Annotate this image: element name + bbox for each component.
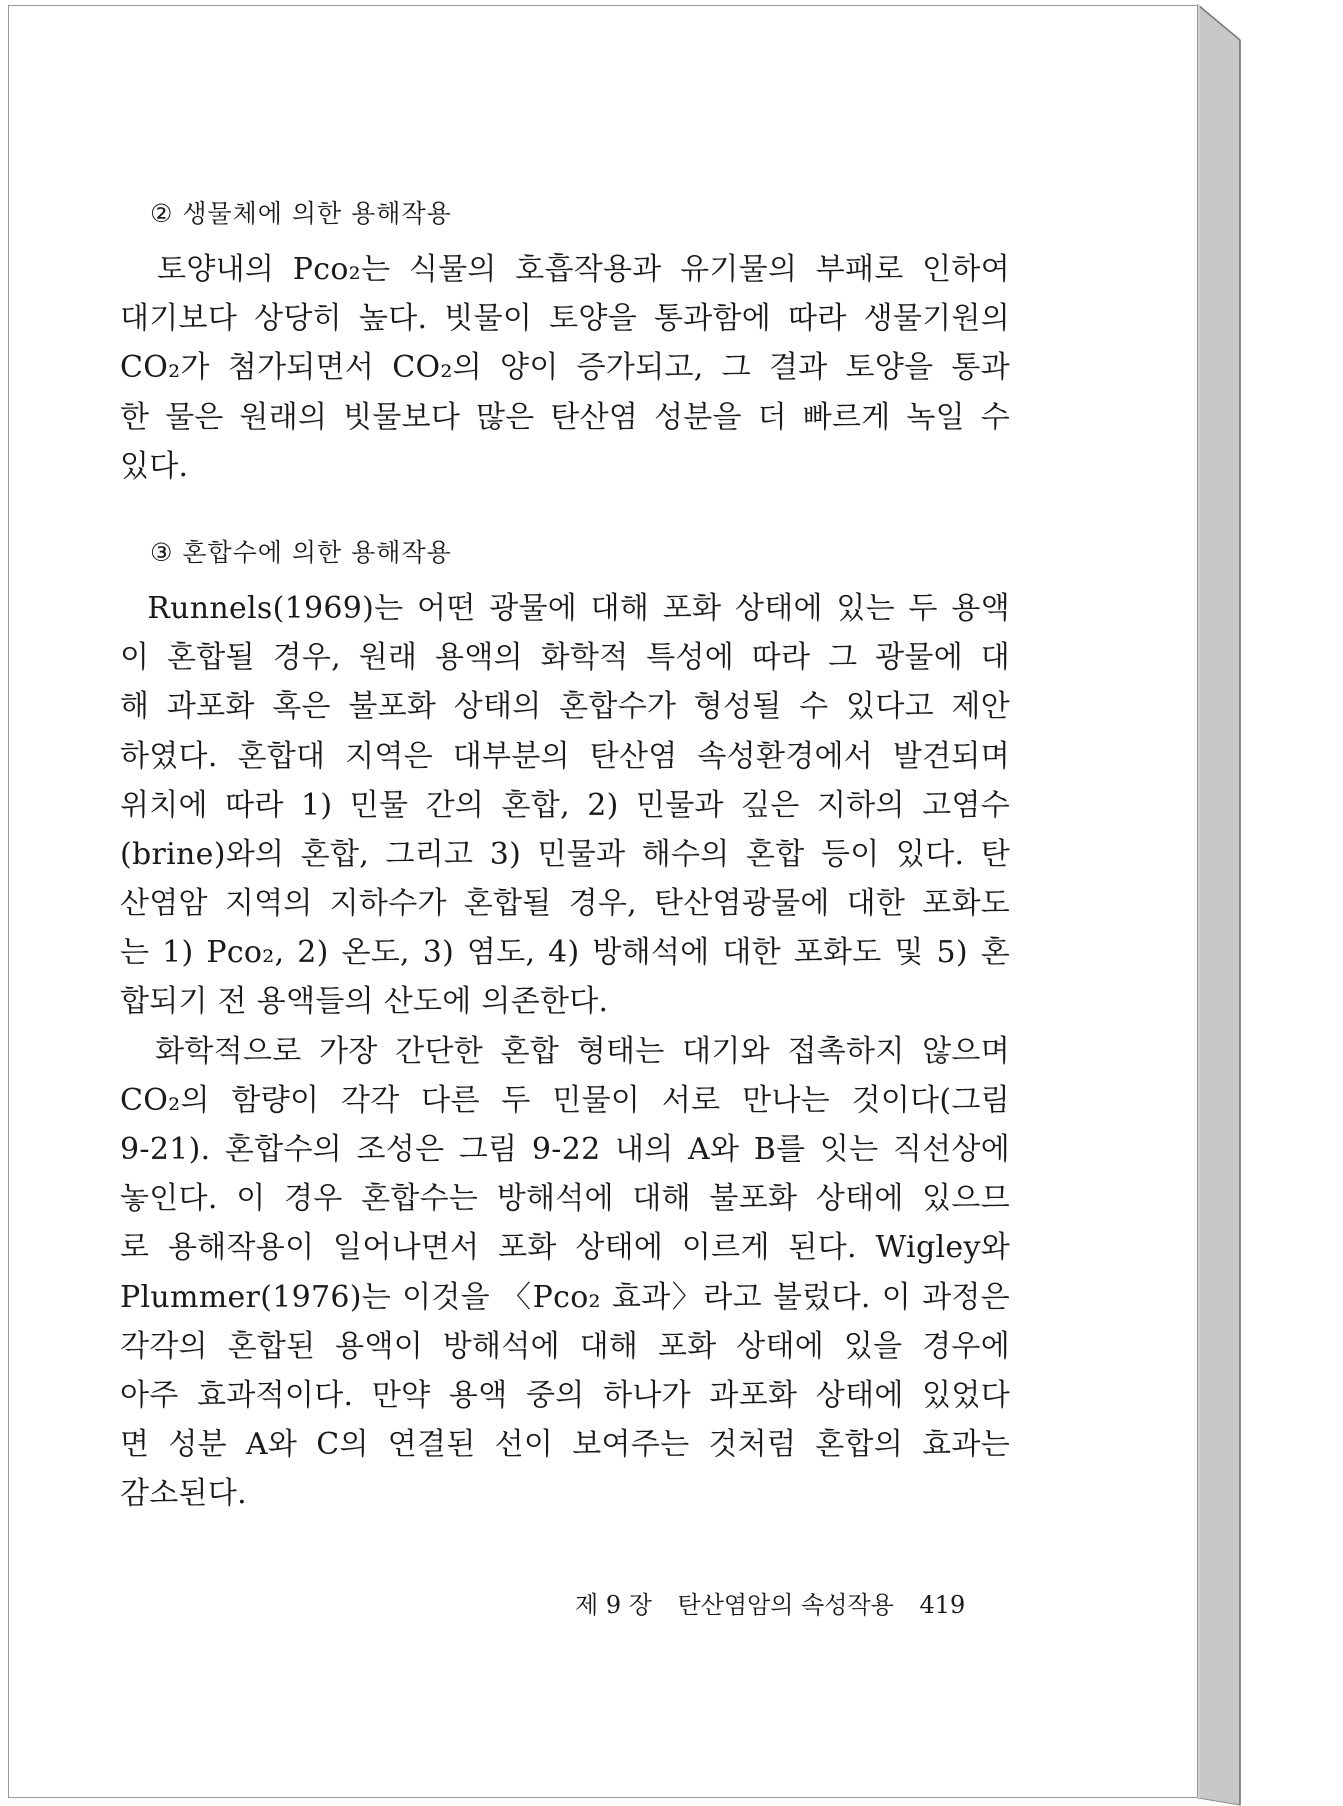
text-line: 토양내의 Pco₂는 식물의 호흡작용과 유기물의 부패로 인하여 [120, 252, 1010, 287]
text-line: 감소된다. [120, 1476, 247, 1512]
text-line: 합되기 전 용액들의 산도에 의존한다. [120, 984, 609, 1020]
text-line: 화학적으로 가장 간단한 혼합 형태는 대기와 접촉하지 않으며 [120, 1033, 1010, 1069]
page-content [120, 195, 1010, 1519]
text-line: 9-21). 혼합수의 조성은 그림 9-22 내의 A와 B를 잇는 직선상에 [120, 1132, 1010, 1167]
text-line: Runnels(1969)는 어떤 광물에 대해 포화 상태에 있는 두 용액 [120, 590, 1010, 626]
text-line: 각각의 혼합된 용액이 방해석에 대해 포화 상태에 있을 경우에 [120, 1328, 1010, 1364]
text-line: 한 물은 원래의 빗물보다 많은 탄산염 성분을 더 빠르게 녹일 수 [120, 399, 1010, 435]
text-line: 해 과포화 혹은 불포화 상태의 혼합수가 형성될 수 있다고 제안 [120, 689, 1010, 725]
text-line: 하였다. 혼합대 지역은 대부분의 탄산염 속성환경에서 발견되며 [120, 738, 1010, 774]
paragraph-mixing-dissolution-2 [120, 1027, 1010, 1519]
text-line: 산염암 지역의 지하수가 혼합될 경우, 탄산염광물에 대한 포화도 [120, 886, 1010, 922]
footer-chapter: 제 9 장 [575, 1591, 652, 1619]
text-line: 로 용해작용이 일어나면서 포화 상태에 이르게 된다. Wigley와 [120, 1230, 1010, 1266]
footer-chapter-title: 탄산염암의 속성작용 [677, 1591, 894, 1619]
section-heading-biological-dissolution: ② 생물체에 의한 용해작용 [150, 199, 452, 228]
footer-page-number: 419 [919, 1591, 966, 1619]
paragraph-biological-dissolution [120, 245, 1010, 491]
text-line: 대기보다 상당히 높다. 빗물이 토양을 통과함에 따라 생물기원의 [120, 301, 1010, 337]
text-line: Plummer(1976)는 이것을 〈Pco₂ 효과〉라고 불렀다. 이 과정은 [120, 1279, 1010, 1315]
text-line: 있다. [120, 448, 189, 484]
text-line: 아주 효과적이다. 만약 용액 중의 하나가 과포화 상태에 있었다 [120, 1377, 1010, 1413]
text-line: 면 성분 A와 C의 연결된 선이 보여주는 것처럼 혼합의 효과는 [120, 1427, 1010, 1463]
text-line: 는 1) Pco₂, 2) 온도, 3) 염도, 4) 방해석에 대한 포화도 및 5) 혼 [120, 935, 1010, 971]
page-footer [575, 1585, 985, 1620]
text-line: CO₂의 함량이 각각 다른 두 민물이 서로 만나는 것이다(그림 [120, 1082, 1010, 1118]
text-line: 놓인다. 이 경우 혼합수는 방해석에 대해 불포화 상태에 있으므 [120, 1181, 1010, 1217]
text-line: 이 혼합될 경우, 원래 용액의 화학적 특성에 따라 그 광물에 대 [120, 640, 1010, 676]
section-heading-mixing-dissolution: ③ 혼합수에 의한 용해작용 [150, 537, 452, 567]
text-line: CO₂가 첨가되면서 CO₂의 양이 증가되고, 그 결과 토양을 통과 [120, 350, 1010, 386]
text-line: 위치에 따라 1) 민물 간의 혼합, 2) 민물과 깊은 지하의 고염수 [120, 787, 1010, 823]
text-line: (brine)와의 혼합, 그리고 3) 민물과 해수의 혼합 등이 있다. 탄 [120, 836, 1010, 872]
paragraph-mixing-dissolution-1 [120, 584, 1010, 1027]
